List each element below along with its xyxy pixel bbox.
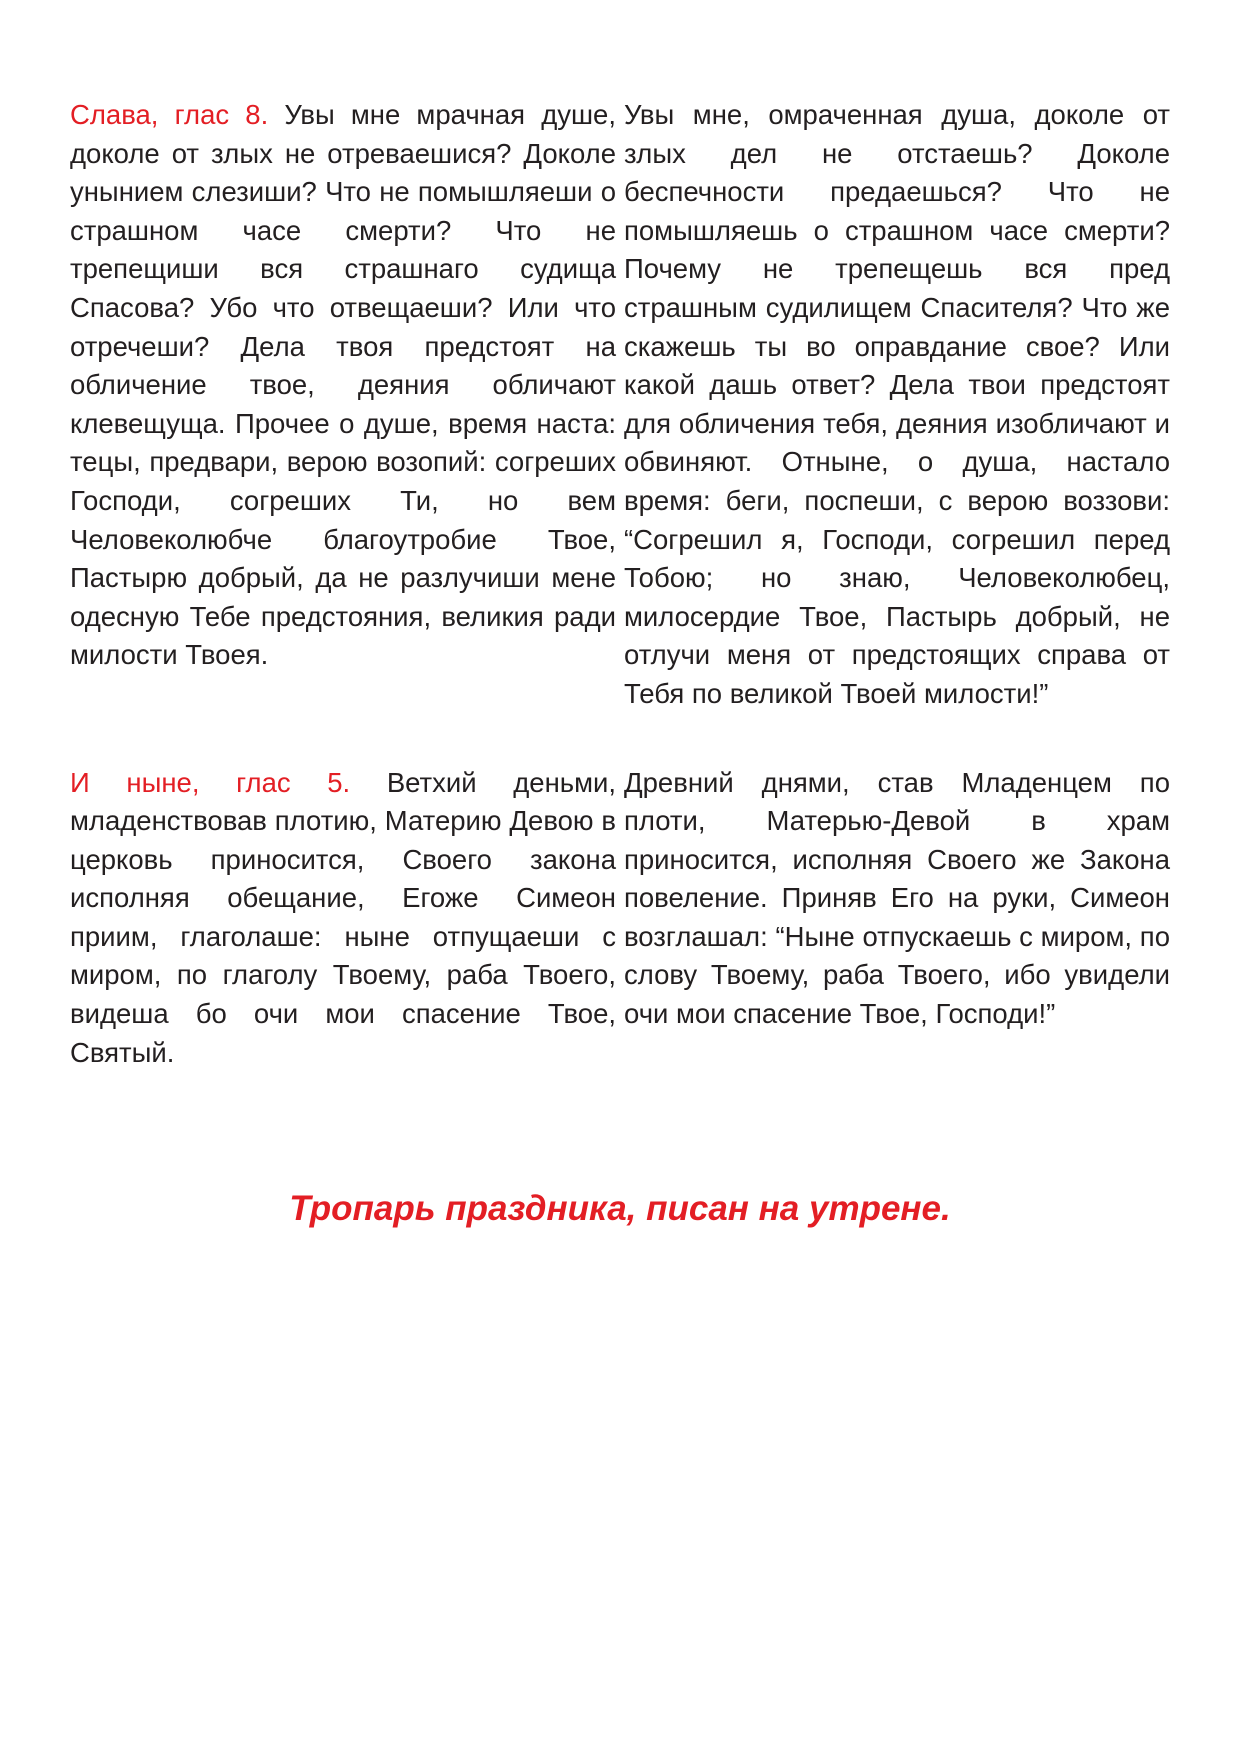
slavonic-paragraph (70, 764, 616, 1073)
troparion-rubric: Тропарь праздника, писан на утрене. (289, 1189, 951, 1228)
russian-text: Древний днями, став Младенцем по плоти, Матерью-Девой в храм приносится, исполняя Своего же Закона повеление. Приняв Его на руки, Симеон возглашал: “Ныне отпускаешь с миром, по слову Твоему, раба Твоего, ибо увидели очи мои спасение Твое, Господи!” (624, 766, 1170, 1030)
slavonic-column (70, 96, 616, 714)
sticheron-glory (70, 96, 1170, 714)
slavonic-text: Ветхий деньми, младенствовав плотию, Материю Девою в церковь приносится, Своего закона исполняя обещание, Егоже Симеон приим, глаголаше: ныне отпущаеши с миром, по глаголу Твоему, раба Твоего, видеша бо очи мои спасение Твое, Святый. (70, 766, 617, 1068)
slavonic-paragraph (70, 96, 616, 675)
rubric-label: Слава, глас 8. (70, 99, 269, 130)
document-page (70, 96, 1170, 1072)
russian-column (624, 96, 1170, 714)
slavonic-text: Увы мне мрачная душе, доколе от злых не отреваешися? Доколе унынием слезиши? Что не помышляеши о страшном часе смерти? Что не трепещиши вся страшнаго судища Спасова? Убо что отвещаеши? Или что отречеши? Дела твоя предстоят на обличение твое, деяния обличают клевещуща. Прочее о душе, время наста: тецы, предвари, верою возопий: согреших Господи, согреших Ти, но вем Человеколюбче благоутробие Твое, Пастырю добрый, да не разлучиши мене одесную Тебе предстояния, великия ради милости Твоея. (70, 99, 616, 671)
russian-column (624, 764, 1170, 1073)
rubric-label: И ныне, глас 5. (70, 766, 351, 798)
russian-text: Увы мне, омраченная душа, доколе от злых дел не отстаешь? Доколе беспечности предаешься? Что не помышляешь о страшном часе смерти? Почему не трепещешь вся пред страшным судилищем Спасителя? Что же скажешь ты во оправдание свое? Или какой дашь ответ? Дела твои предстоят для обличения тебя, деяния изобличают и обвиняют. Отныне, о душа, настало время: беги, поспеши, с верою воззови: “Согрешил я, Господи, согрешил перед Тобою; но знаю, Человеколюбец, милосердие Твое, Пастырь добрый, не отлучи меня от предстоящих справа от Тебя по великой Твоей милости!” (624, 99, 1170, 709)
slavonic-column (70, 764, 616, 1073)
sticheron-and-now (70, 764, 1170, 1073)
